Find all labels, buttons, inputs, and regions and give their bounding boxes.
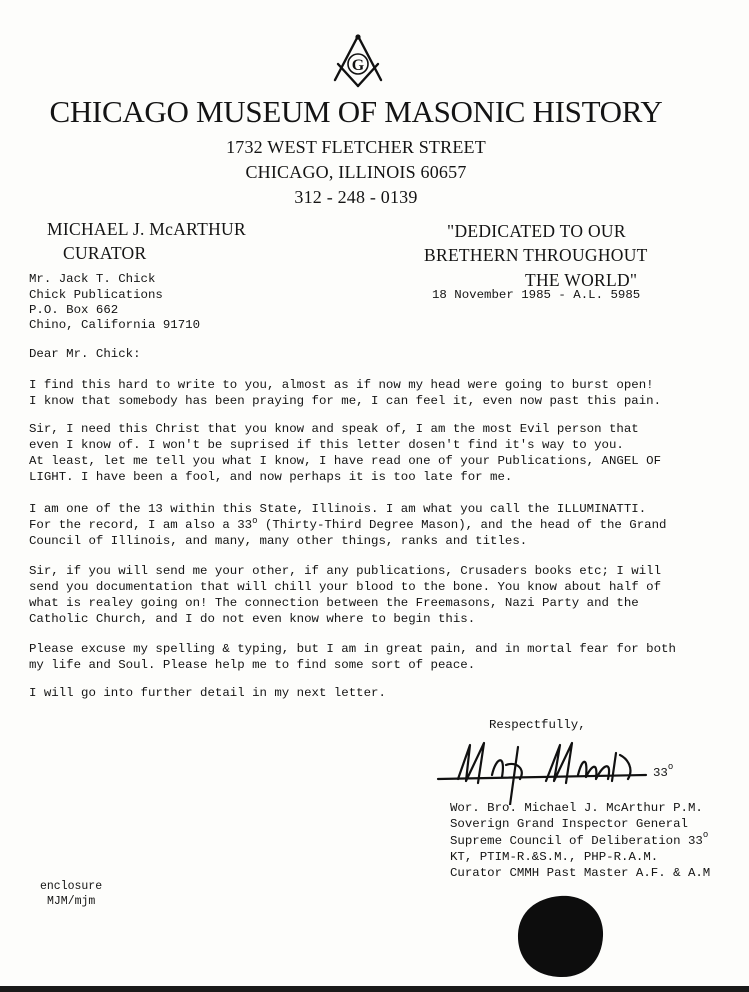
paragraph-line: send you documentation that will chill your blood to the bone. You know about half of <box>29 580 662 594</box>
paragraph-line: Please excuse my spelling & typing, but I am in great pain, and in mortal fear for both <box>29 642 676 656</box>
paragraph-3 <box>29 501 666 549</box>
paragraph-2 <box>29 421 661 485</box>
motto-line-3: THE WORLD" <box>525 270 638 290</box>
organization-name: CHICAGO MUSEUM OF MASONIC HISTORY <box>49 94 663 129</box>
closing: Respectfully, <box>489 718 586 732</box>
paragraph-line: Sir, if you will send me your other, if any publications, Crusaders books etc; I will <box>29 564 662 578</box>
bottom-edge <box>0 986 749 992</box>
paragraph-fragment: For the record, I am also a 33 <box>29 518 253 532</box>
paragraph-line: I find this hard to write to you, almost as if now my head were going to burst open! <box>29 378 654 392</box>
signature-line-2: Soverign Grand Inspector General <box>450 817 688 831</box>
paragraph-5 <box>29 641 676 673</box>
square-and-compass-icon <box>330 34 386 92</box>
signature-line-3 <box>450 830 709 848</box>
recipient-city: Chino, California 91710 <box>29 318 201 332</box>
enclosure-note: enclosure <box>40 880 103 893</box>
paragraph-line: I will go into further detail in my next letter. <box>29 686 386 700</box>
recipient-po-box: P.O. Box 662 <box>29 303 119 317</box>
paragraph-1 <box>29 377 661 409</box>
phone-number: 312 - 248 - 0139 <box>294 187 418 207</box>
paragraph-line: my life and Soul. Please help me to find some sort of peace. <box>29 658 476 672</box>
paragraph-line: what is realey going on! The connection between the Freemasons, Nazi Party and the <box>29 596 639 610</box>
letter-date: 18 November 1985 - A.L. 5985 <box>432 288 641 302</box>
paragraph-line: At least, let me tell you what I know, I have read one of your Publications, ANGEL OF <box>29 454 662 468</box>
degree-superscript: o <box>252 516 258 526</box>
signature-line-4: KT, PTIM-R.&S.M., PHP-R.A.M. <box>450 850 659 864</box>
paragraph-line: Catholic Church, and I do not even know where to begin this. <box>29 612 476 626</box>
paragraph-line: Council of Illinois, and many, many other things, ranks and titles. <box>29 534 528 548</box>
salutation: Dear Mr. Chick: <box>29 347 141 361</box>
paragraph-fragment: (Thirty-Third Degree Mason), and the head of the Grand <box>257 518 667 532</box>
paragraph-line: Sir, I need this Christ that you know and speak of, I am the most Evil person that <box>29 422 639 436</box>
degree-superscript: o <box>667 762 674 772</box>
paragraph-line: I know that somebody has been praying for me, I can feel it, even now past this pain. <box>29 394 662 408</box>
degree-number: 33 <box>653 766 668 780</box>
paragraph-4 <box>29 563 661 627</box>
paragraph-6 <box>29 685 386 701</box>
paragraph-line: I am one of the 13 within this State, Illinois. I am what you call the ILLUMINATTI. <box>29 502 647 516</box>
paragraph-line <box>29 517 666 533</box>
wax-seal <box>514 892 606 980</box>
paragraph-line: LIGHT. I have been a fool, and now perhaps it is too late for me. <box>29 470 513 484</box>
curator-title: CURATOR <box>63 243 147 263</box>
signature-degree <box>653 762 674 780</box>
degree-superscript: o <box>702 830 709 840</box>
motto-line-2: BRETHERN THROUGHOUT <box>424 245 648 265</box>
motto-line-1: "DEDICATED TO OUR <box>447 221 626 241</box>
handwritten-signature <box>436 735 666 805</box>
city-address: CHICAGO, ILLINOIS 60657 <box>245 162 467 182</box>
typist-initials: MJM/mjm <box>47 895 96 908</box>
signature-line-5: Curator CMMH Past Master A.F. & A.M <box>450 866 711 880</box>
recipient-company: Chick Publications <box>29 288 163 302</box>
street-address: 1732 WEST FLETCHER STREET <box>226 137 486 157</box>
curator-name: MICHAEL J. McARTHUR <box>47 219 246 239</box>
recipient-name: Mr. Jack T. Chick <box>29 272 156 286</box>
paragraph-line: even I know of. I won't be suprised if this letter dosen't find it's way to you. <box>29 438 624 452</box>
signature-line-1: Wor. Bro. Michael J. McArthur P.M. <box>450 801 703 815</box>
signature-line-3-text: Supreme Council of Deliberation 33 <box>450 834 703 848</box>
emblem-letter: G <box>351 57 365 74</box>
